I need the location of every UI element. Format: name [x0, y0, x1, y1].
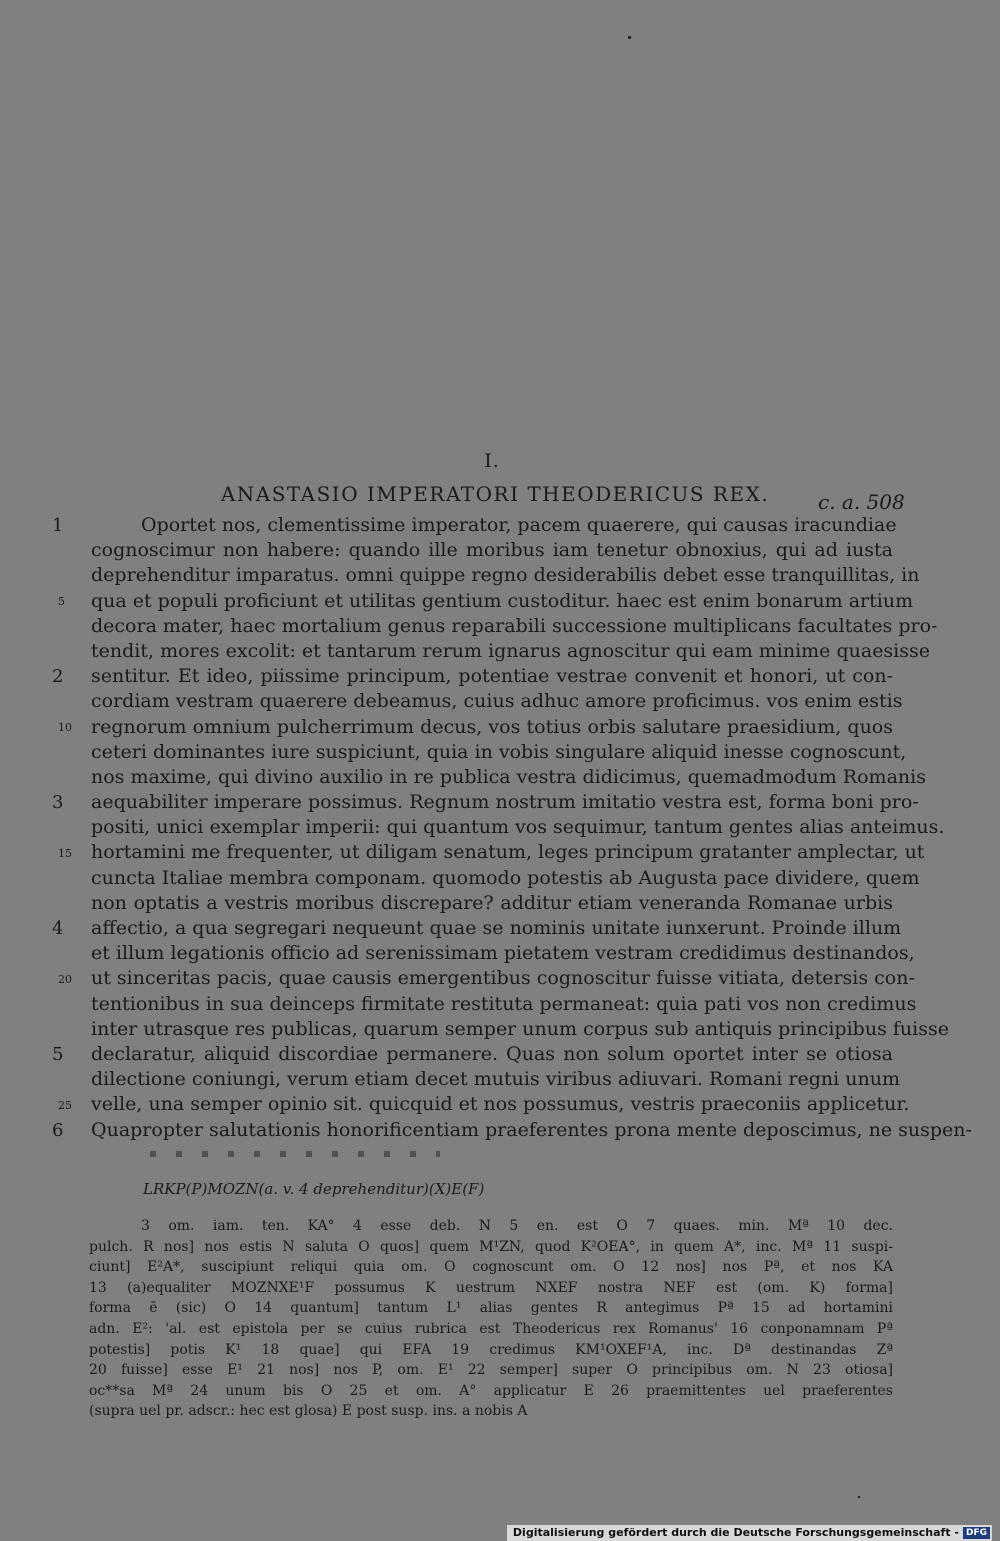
body-line: qua et populi proficiunt et utilitas gentium custoditur. haec est enim bonarum artium — [91, 589, 914, 612]
section-margin-number: 4 — [52, 918, 64, 940]
body-line: declaratur, aliquid discordiae permanere. Quas non solum oportet inter se otiosa — [91, 1042, 893, 1065]
body-line: deprehenditur imparatus. omni quippe regno desiderabilis debet esse tranquillitas, in — [91, 564, 920, 587]
critical-apparatus — [89, 1216, 893, 1422]
letter-heading: ANASTASIO IMPERATORI THEODERICUS REX. — [220, 482, 770, 506]
body-line: Oportet nos, clementissime imperator, pacem quaerere, qui causas iracundiae — [141, 514, 897, 536]
body-line: dilectione coniungi, verum etiam decet mutuis viribus adiuvari. Romani regni unum — [91, 1068, 900, 1091]
body-line: cuncta Italiae membra componam. quomodo potestis ab Augusta pace dividere, quem — [91, 866, 920, 889]
body-line: tentionibus in sua deinceps firmitate restituta permaneat: quia pati vos non credimus — [91, 992, 917, 1015]
line-margin-number: 20 — [58, 972, 72, 986]
body-line: decora mater, haec mortalium genus reparabili successione multiplicans facultates pro- — [91, 614, 938, 637]
body-line: tendit, mores excolit: et tantarum rerum ignarus agnoscitur qui eam minime quaesisse — [91, 639, 931, 662]
body-line: cognoscimur non habere: quando ille moribus iam tenetur obnoxius, qui ad iusta — [91, 539, 893, 562]
body-line: nos maxime, qui divino auxilio in re publica vestra didicimus, quemadmodum Romanis — [91, 765, 926, 788]
section-number: I. — [484, 450, 500, 472]
body-line: aequabiliter imperare possimus. Regnum nostrum imitatio vestra est, forma boni pro- — [91, 791, 919, 814]
speck-mark — [628, 36, 631, 39]
date-note: c. a. 508 — [818, 490, 905, 514]
sigla-text: LRKP(P)MOZN(a. v. 4 deprehenditur)(X)E(F) — [143, 1180, 485, 1198]
apparatus-line: 3 om. iam. ten. KA° 4 esse deb. N 5 en. est O 7 quaes. min. Mª 10 dec. — [141, 1218, 893, 1234]
body-line: cordiam vestram quaerere debeamus, cuius adhuc amore proficimus. vos enim estis — [91, 690, 903, 713]
body-line: et illum legationis officio ad serenissimam pietatem vestram credidimus destinandos, — [91, 942, 915, 965]
apparatus-line: adn. E²: 'al. est epistola per se cuius rubrica est Theodericus rex Romanus' 16 conponamnam Pª — [89, 1320, 893, 1337]
apparatus-line: (supra uel pr. adscr.: hec est glosa) E post susp. ins. a nobis A — [89, 1403, 528, 1420]
body-line: non optatis a vestris moribus discrepare? additur etiam veneranda Romanae urbis — [91, 891, 893, 914]
body-line: affectio, a qua segregari nequeunt quae se nominis unitate iunxerunt. Proinde illum — [91, 917, 902, 939]
body-line: inter utrasque res publicas, quarum semper unum corpus sub antiquis principibus fuisse — [91, 1017, 949, 1040]
letter-body — [91, 513, 972, 1143]
apparatus-line: oc**sa Mª 24 unum bis O 25 et om. A° applicatur E 26 praemittentes uel praeferentes — [89, 1382, 893, 1399]
section-margin-number: 3 — [52, 792, 64, 814]
cut-off-text-line — [150, 1151, 440, 1157]
line-margin-number: 25 — [58, 1098, 72, 1112]
speck-mark — [858, 1496, 860, 1498]
apparatus-line: ciunt] E²A*, suscipiunt reliqui quia om. O cognoscunt om. O 12 nos] nos Pª, et nos KA — [89, 1259, 893, 1276]
body-line: Quapropter salutationis honorificentiam praeferentes prona mente deposcimus, ne suspen- — [91, 1118, 972, 1141]
manuscript-sigla — [143, 1180, 484, 1198]
body-line: positi, unici exemplar imperii: qui quantum vos sequimur, tantum gentes alias anteimus. — [91, 816, 945, 839]
body-line: hortamini me frequenter, ut diligam senatum, leges principum gratanter amplectar, ut — [91, 841, 925, 864]
dfg-logo: DFG — [963, 1527, 990, 1539]
digitization-footer — [507, 1525, 992, 1541]
apparatus-line: 20 fuisse] esse E¹ 21 nos] nos P, om. E¹ 22 semper] super O principibus om. N 23 otiosa] — [89, 1362, 893, 1379]
apparatus-line: 13 (a)equaliter MOZNXE¹F possumus K uestrum NXEF nostra NEF est (om. K) forma] — [89, 1279, 893, 1296]
section-margin-number: 6 — [52, 1119, 64, 1141]
apparatus-line: forma ē (sic) O 14 quantum] tantum L¹ alias gentes R antegimus Pª 15 ad hortamini — [89, 1300, 893, 1317]
body-line: regnorum omnium pulcherrimum decus, vos totius orbis salutare praesidium, quos — [91, 715, 893, 738]
section-margin-number: 2 — [52, 666, 64, 688]
body-line: sentitur. Et ideo, piissime principum, potentiae vestrae convenit et honori, ut con- — [91, 665, 893, 688]
line-margin-number: 15 — [58, 846, 72, 860]
body-line: ut sinceritas pacis, quae causis emergentibus cognoscitur fuisse vitiata, detersis con- — [91, 967, 915, 990]
line-margin-number: 5 — [58, 594, 65, 608]
apparatus-line: pulch. R nos] nos estis N saluta O quos] quem M¹ZN, quod K²OEA°, in quem A*, inc. Mª 11 suspi- — [89, 1238, 893, 1255]
apparatus-line: potestis] potis K¹ 18 quae] qui EFA 19 credimus KM¹OXEF¹A, inc. Dª destinandas Zª — [89, 1341, 893, 1358]
body-line: ceteri dominantes iure suspiciunt, quia in vobis singulare aliquid inesse cognoscunt, — [91, 740, 907, 763]
section-margin-number: 1 — [52, 515, 64, 536]
body-line: velle, una semper opinio sit. quicquid et nos possumus, vestris praeconiis applicetur. — [91, 1093, 910, 1116]
section-margin-number: 5 — [52, 1044, 64, 1066]
line-margin-number: 10 — [58, 720, 72, 734]
footer-text: Digitalisierung gefördert durch die Deutsche Forschungsgemeinschaft - — [512, 1526, 959, 1539]
